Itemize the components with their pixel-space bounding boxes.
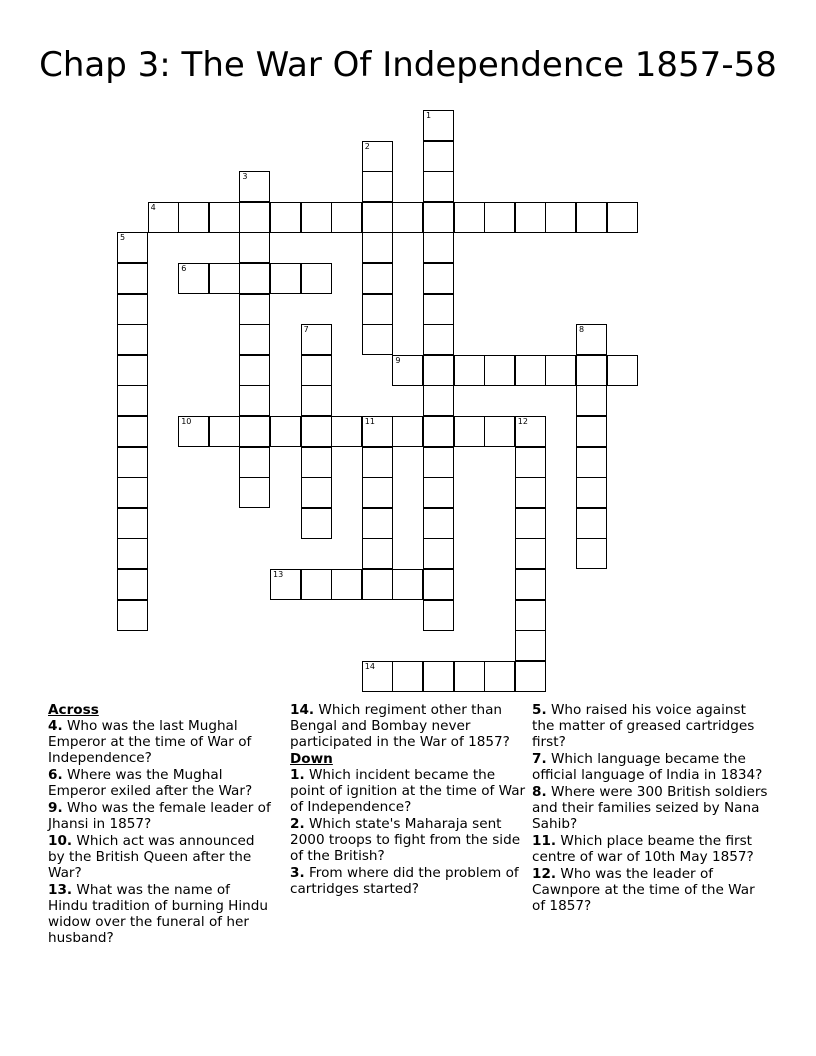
grid-cell[interactable] [515, 416, 546, 447]
grid-cell[interactable] [301, 508, 332, 539]
grid-cell[interactable] [515, 355, 546, 386]
grid-cell[interactable] [148, 202, 179, 233]
grid-cell[interactable] [423, 416, 454, 447]
grid-cell[interactable] [301, 447, 332, 478]
grid-cell[interactable] [239, 232, 270, 263]
grid-cell[interactable] [423, 202, 454, 233]
grid-cell[interactable] [178, 416, 209, 447]
grid-cell[interactable] [423, 477, 454, 508]
clue-number: 14. [290, 702, 315, 718]
down-clue-7 [532, 751, 768, 783]
clue-text: Which incident became the point of ignition at the time of War of Independence? [290, 767, 526, 815]
clue-number: 11. [532, 833, 557, 849]
grid-cell[interactable] [239, 416, 270, 447]
down-heading: Down [290, 751, 333, 767]
clue-text: Which regiment other than Bengal and Bombay never participated in the War of 1857? [290, 702, 510, 750]
grid-cell[interactable] [423, 385, 454, 416]
grid-cell[interactable] [515, 202, 546, 233]
grid-cell[interactable] [576, 324, 607, 355]
grid-cell[interactable] [454, 661, 485, 692]
grid-cell[interactable] [576, 447, 607, 478]
across-clue-9 [48, 800, 274, 832]
grid-cell[interactable] [576, 416, 607, 447]
grid-cell[interactable] [607, 202, 638, 233]
grid-cell[interactable] [362, 294, 393, 325]
grid-cell[interactable] [270, 202, 301, 233]
grid-cell[interactable] [423, 508, 454, 539]
clue-number: 5. [532, 702, 547, 718]
grid-cell[interactable] [362, 477, 393, 508]
grid-cell[interactable] [270, 263, 301, 294]
grid-cell[interactable] [301, 477, 332, 508]
grid-cell[interactable] [301, 202, 332, 233]
grid-cell[interactable] [178, 202, 209, 233]
grid-cell[interactable] [239, 355, 270, 386]
cell-number: 11 [364, 417, 375, 426]
grid-cell[interactable] [301, 416, 332, 447]
grid-cell[interactable] [117, 294, 148, 325]
clue-number: 3. [290, 865, 305, 881]
grid-cell[interactable] [423, 538, 454, 569]
down-clue-1 [290, 767, 526, 815]
grid-cell[interactable] [515, 569, 546, 600]
grid-cell[interactable] [117, 232, 148, 263]
grid-cell[interactable] [515, 538, 546, 569]
across-clue-6 [48, 767, 274, 799]
grid-cell[interactable] [545, 355, 576, 386]
grid-cell[interactable] [423, 141, 454, 172]
grid-cell[interactable] [423, 324, 454, 355]
cell-number: 10 [181, 417, 192, 426]
grid-cell[interactable] [239, 202, 270, 233]
grid-cell[interactable] [576, 477, 607, 508]
grid-cell[interactable] [270, 416, 301, 447]
grid-cell[interactable] [484, 661, 515, 692]
clues-column-1 [48, 702, 274, 947]
grid-cell[interactable] [423, 263, 454, 294]
clue-number: 8. [532, 784, 547, 800]
grid-cell[interactable] [331, 569, 362, 600]
grid-cell[interactable] [362, 202, 393, 233]
grid-cell[interactable] [178, 263, 209, 294]
cell-number: 12 [517, 417, 528, 426]
grid-cell[interactable] [209, 202, 240, 233]
grid-cell[interactable] [484, 202, 515, 233]
clue-number: 9. [48, 800, 63, 816]
grid-cell[interactable] [515, 600, 546, 631]
cell-number: 5 [120, 233, 126, 243]
grid-cell[interactable] [515, 661, 546, 692]
clue-text: Where were 300 British soldiers and their families seized by Nana Sahib? [532, 784, 768, 832]
grid-cell[interactable] [515, 477, 546, 508]
grid-cell[interactable] [117, 324, 148, 355]
grid-cell[interactable] [239, 171, 270, 202]
clues-column-2 [290, 702, 526, 898]
clue-text: What was the name of Hindu tradition of burning Hindu widow over the funeral of her husband? [48, 882, 269, 946]
grid-cell[interactable] [423, 661, 454, 692]
grid-cell[interactable] [301, 569, 332, 600]
cell-number: 7 [303, 325, 309, 335]
grid-cell[interactable] [301, 385, 332, 416]
clue-text: Which language became the official language of India in 1834? [532, 751, 763, 783]
grid-cell[interactable] [117, 447, 148, 478]
cell-number: 14 [364, 661, 375, 671]
clue-number: 13. [48, 882, 73, 898]
down-clue-3 [290, 865, 526, 897]
grid-cell[interactable] [423, 355, 454, 386]
grid-cell[interactable] [117, 477, 148, 508]
grid-cell[interactable] [484, 416, 515, 447]
grid-cell[interactable] [331, 202, 362, 233]
grid-cell[interactable] [576, 202, 607, 233]
grid-cell[interactable] [392, 202, 423, 233]
grid-cell[interactable] [362, 324, 393, 355]
grid-cell[interactable] [239, 324, 270, 355]
grid-cell[interactable] [239, 477, 270, 508]
grid-cell[interactable] [362, 538, 393, 569]
clue-number: 2. [290, 816, 305, 832]
cell-number: 8 [579, 325, 585, 335]
clue-number: 12. [532, 866, 557, 882]
down-clue-11 [532, 833, 768, 865]
grid-cell[interactable] [362, 263, 393, 294]
grid-cell[interactable] [117, 416, 148, 447]
grid-cell[interactable] [423, 232, 454, 263]
clue-text: Which state's Maharaja sent 2000 troops to fight from the side of the British? [290, 816, 521, 864]
grid-cell[interactable] [117, 263, 148, 294]
grid-cell[interactable] [576, 385, 607, 416]
grid-cell[interactable] [392, 355, 423, 386]
grid-cell[interactable] [423, 447, 454, 478]
grid-cell[interactable] [392, 661, 423, 692]
cell-number: 9 [395, 355, 401, 365]
grid-cell[interactable] [362, 171, 393, 202]
grid-cell[interactable] [362, 416, 393, 447]
cell-number: 6 [181, 264, 187, 273]
grid-cell[interactable] [362, 447, 393, 478]
grid-cell[interactable] [117, 508, 148, 539]
grid-cell[interactable] [515, 508, 546, 539]
grid-cell[interactable] [301, 263, 332, 294]
grid-cell[interactable] [209, 263, 240, 294]
grid-cell[interactable] [392, 416, 423, 447]
grid-cell[interactable] [576, 508, 607, 539]
clue-text: Which place beame the first centre of war of 10th May 1857? [532, 833, 754, 865]
grid-cell[interactable] [576, 538, 607, 569]
clue-text: Who was the last Mughal Emperor at the time of War of Independence? [48, 718, 252, 766]
grid-cell[interactable] [423, 600, 454, 631]
grid-cell[interactable] [362, 508, 393, 539]
grid-cell[interactable] [423, 171, 454, 202]
across-heading: Across [48, 702, 99, 718]
cell-number: 2 [364, 141, 370, 151]
grid-cell[interactable] [423, 110, 454, 141]
grid-cell[interactable] [545, 202, 576, 233]
grid-cell[interactable] [362, 661, 393, 692]
page-title: Chap 3: The War Of Independence 1857-58 [39, 45, 777, 85]
clue-number: 10. [48, 833, 73, 849]
down-clue-8 [532, 784, 768, 832]
grid-cell[interactable] [454, 202, 485, 233]
clue-number: 6. [48, 767, 63, 783]
grid-cell[interactable] [301, 324, 332, 355]
grid-cell[interactable] [239, 447, 270, 478]
across-clue-14 [290, 702, 526, 750]
grid-cell[interactable] [239, 294, 270, 325]
clue-text: Where was the Mughal Emperor exiled after the War? [48, 767, 253, 799]
grid-cell[interactable] [331, 416, 362, 447]
clue-text: From where did the problem of cartridges started? [290, 865, 519, 897]
clue-number: 7. [532, 751, 547, 767]
grid-cell[interactable] [301, 355, 332, 386]
grid-cell[interactable] [392, 569, 423, 600]
grid-cell[interactable] [270, 569, 301, 600]
grid-cell[interactable] [117, 355, 148, 386]
clues-column-3 [532, 702, 768, 915]
grid-cell[interactable] [209, 416, 240, 447]
down-clue-5 [532, 702, 768, 750]
cell-number: 4 [150, 202, 156, 212]
down-clue-12 [532, 866, 768, 914]
cell-number: 3 [242, 172, 248, 182]
grid-cell[interactable] [454, 355, 485, 386]
grid-cell[interactable] [515, 630, 546, 661]
down-clue-2 [290, 816, 526, 864]
grid-cell[interactable] [117, 569, 148, 600]
grid-cell[interactable] [515, 447, 546, 478]
grid-cell[interactable] [576, 355, 607, 386]
clue-text: Which act was announced by the British Queen after the War? [48, 833, 255, 881]
across-clue-4 [48, 718, 274, 766]
grid-cell[interactable] [362, 141, 393, 172]
grid-cell[interactable] [607, 355, 638, 386]
grid-cell[interactable] [423, 294, 454, 325]
grid-cell[interactable] [423, 569, 454, 600]
clue-number: 4. [48, 718, 63, 734]
grid-cell[interactable] [239, 263, 270, 294]
clue-text: Who was the leader of Cawnpore at the time of the War of 1857? [532, 866, 755, 914]
cell-number: 13 [273, 570, 284, 579]
across-clue-10 [48, 833, 274, 881]
grid-cell[interactable] [362, 569, 393, 600]
grid-cell[interactable] [117, 385, 148, 416]
clue-text: Who raised his voice against the matter of greased cartridges first? [532, 702, 755, 750]
grid-cell[interactable] [117, 538, 148, 569]
grid-cell[interactable] [362, 232, 393, 263]
clue-text: Who was the female leader of Jhansi in 1857? [48, 800, 271, 832]
grid-cell[interactable] [239, 385, 270, 416]
across-clue-13 [48, 882, 274, 946]
clue-number: 1. [290, 767, 305, 783]
grid-cell[interactable] [454, 416, 485, 447]
cell-number: 1 [426, 111, 432, 120]
grid-cell[interactable] [484, 355, 515, 386]
grid-cell[interactable] [117, 600, 148, 631]
